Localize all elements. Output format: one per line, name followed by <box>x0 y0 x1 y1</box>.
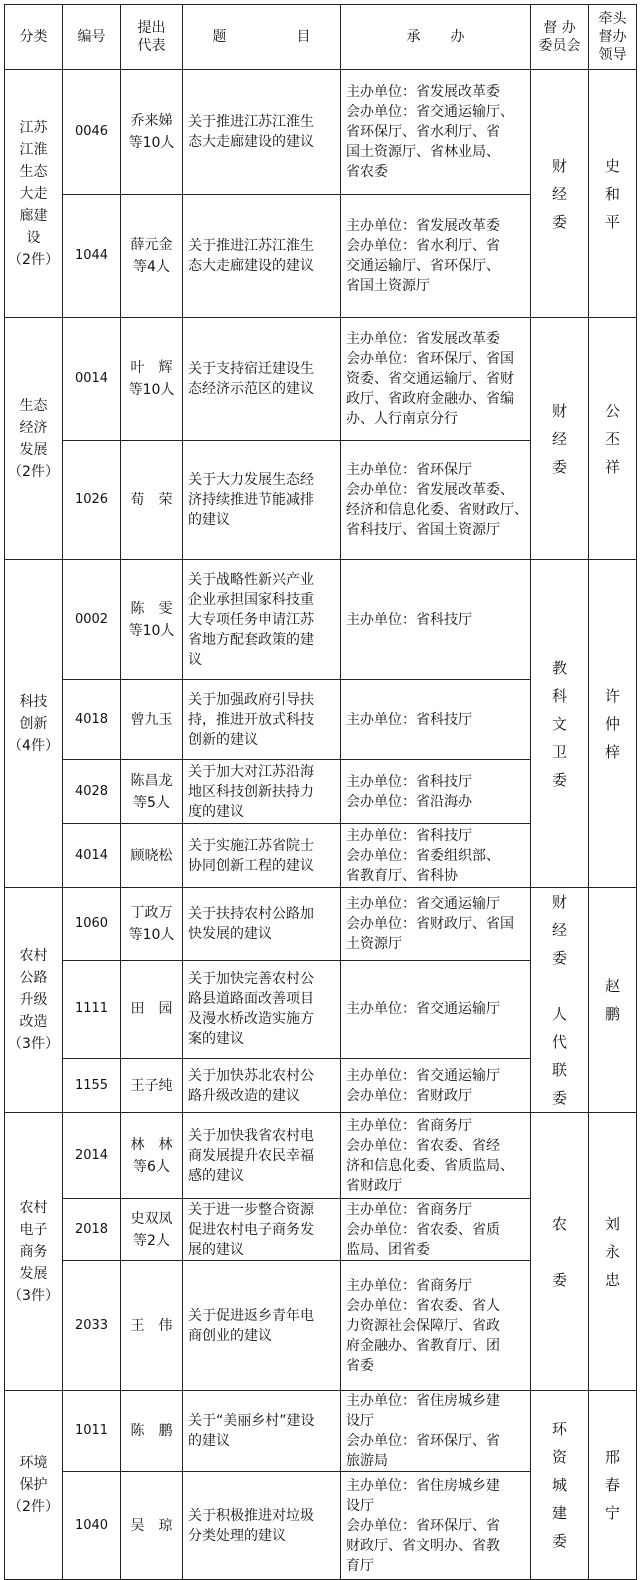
text-line: 旅游局 <box>346 1453 388 1469</box>
text-line: 会办单位：省交通运输厅、 <box>346 104 514 120</box>
header-title: 题 目 <box>183 5 341 70</box>
text-line: 财 <box>551 156 567 175</box>
text-line: 保护 <box>19 1477 48 1493</box>
text-line: 会办单位：省环保厅、省国 <box>346 351 514 367</box>
committee-cell <box>531 560 589 888</box>
text-line: 快发展的建议 <box>188 925 272 942</box>
representative-cell <box>121 1113 183 1199</box>
text-line: （2件） <box>8 463 59 480</box>
text-line: 宁 <box>604 1504 620 1522</box>
text-line: 顾晓松 <box>130 847 173 864</box>
text-line: （2件） <box>8 251 59 268</box>
text-line: 政厅、省政府金融办、省编 <box>346 391 514 407</box>
handler-units-cell <box>341 960 531 1058</box>
text-line: 陈 雯 <box>130 600 173 617</box>
text-line: 资委、省交通运输厅、省财 <box>346 371 514 387</box>
text-line: 主办单位：省住房城乡建 <box>346 1393 500 1409</box>
table-row <box>5 70 637 195</box>
code-cell: 1060 <box>63 888 121 961</box>
text-line: 会办单位：省沿海办 <box>346 793 472 810</box>
text-line: 环境 <box>19 1455 48 1471</box>
handler-units-cell <box>341 888 531 961</box>
representative-cell <box>121 960 183 1058</box>
representative-cell <box>121 824 183 888</box>
text-line: 农村 <box>19 948 48 964</box>
text-line: 展的建议 <box>188 1241 244 1258</box>
handler-units-cell <box>341 560 531 680</box>
text-line: 经济和信息化委、省财政厅、 <box>346 502 528 518</box>
text-line: 关于加快我省农村电 <box>188 1127 314 1144</box>
code-cell: 1044 <box>63 195 121 318</box>
text-line: 力资源社会保障厅、省政 <box>346 1317 500 1334</box>
text-line: 主办单位：省科技厅 <box>346 711 472 728</box>
text-line: 土资源厅 <box>346 935 402 952</box>
handler-units-cell <box>341 680 531 760</box>
lead-leader-cell <box>589 560 637 888</box>
handler-units-cell <box>341 318 531 441</box>
code-cell: 0046 <box>63 70 121 195</box>
title-cell <box>183 680 341 760</box>
text-line: （3件） <box>8 1036 59 1052</box>
text-line: 王子纯 <box>130 1077 173 1094</box>
text-line: 委 <box>551 212 567 231</box>
lead-leader-cell <box>589 1391 637 1580</box>
text-line: 平 <box>604 212 620 231</box>
text-line: 持，推进开放式科技 <box>188 711 314 728</box>
text-line: 主办单位：省交通运输厅 <box>346 1067 500 1084</box>
text-line: 主办单位：省发展改革委 <box>346 84 500 100</box>
text-line: 设厅 <box>346 1413 374 1429</box>
text-line: 田 园 <box>130 1001 173 1018</box>
text-line: 资 <box>551 1448 567 1466</box>
header-code: 编号 <box>63 5 121 70</box>
text-line: 及漫水桥改造实施方 <box>188 1011 314 1028</box>
text-line: 史 <box>604 156 620 175</box>
title-cell <box>183 1261 341 1391</box>
text-line <box>535 1238 584 1266</box>
text-line: 设 <box>26 229 41 246</box>
text-line: 感的建议 <box>188 1167 244 1184</box>
text-line: 路县道路面改善项目 <box>188 991 314 1008</box>
title-cell <box>183 888 341 961</box>
header-handler: 承 办 <box>341 5 531 70</box>
table-row <box>5 318 637 441</box>
text-line: 林 林 <box>130 1136 173 1153</box>
text-line: 促进农村电子商务发 <box>188 1221 314 1238</box>
text-line: 等5人 <box>133 794 170 811</box>
handler-units-cell <box>341 70 531 195</box>
text-line: 教 <box>551 658 567 677</box>
title-cell <box>183 441 341 560</box>
text-line: 陈昌龙 <box>130 772 173 789</box>
handler-units-cell <box>341 1261 531 1391</box>
handler-units-cell <box>341 760 531 824</box>
text-line: 济持续推进节能减排 <box>188 492 314 508</box>
header-category: 分类 <box>5 5 63 70</box>
title-cell <box>183 1472 341 1580</box>
code-cell: 1011 <box>63 1391 121 1472</box>
text-line: 育厅 <box>346 1557 374 1574</box>
text-line: 联 <box>551 1061 567 1079</box>
text-line: 关于进一步整合资源 <box>188 1201 314 1218</box>
text-line: 卫 <box>551 742 567 761</box>
header-lead: 牵头 督办 领导 <box>589 5 637 70</box>
text-line: 委 <box>551 1089 567 1107</box>
text-line: 廊建 <box>19 207 48 224</box>
text-line: 主办单位：省商务厅 <box>346 1117 472 1134</box>
text-line: 王 伟 <box>130 1317 173 1334</box>
title-cell <box>183 1113 341 1199</box>
text-line: 主办单位：省交通运输厅 <box>346 895 500 912</box>
text-line: 委 <box>551 457 567 476</box>
title-cell <box>183 960 341 1058</box>
text-line: 陈 鹏 <box>130 1423 173 1439</box>
text-line: 梓 <box>604 742 620 761</box>
text-line: 路升级改造的建议 <box>188 1087 300 1104</box>
title-cell <box>183 318 341 441</box>
representative-cell <box>121 888 183 961</box>
text-line: 议 <box>188 651 202 668</box>
title-cell <box>183 1391 341 1472</box>
header-committee: 督 办 委员会 <box>531 5 589 70</box>
text-line: 关于加快苏北农村公 <box>188 1067 314 1084</box>
text-line: 等6人 <box>133 1158 170 1175</box>
text-line: 关于积极推进对垃圾 <box>188 1507 314 1524</box>
representative-cell <box>121 560 183 680</box>
text-line: 的建议 <box>188 1433 230 1449</box>
proposal-table <box>4 4 637 1580</box>
representative-cell <box>121 1261 183 1391</box>
text-line: 刘 <box>604 1214 620 1233</box>
text-line: 科技 <box>19 693 48 710</box>
text-line: 等10人 <box>128 382 175 398</box>
handler-units-cell <box>341 824 531 888</box>
text-line: 主办单位：省商务厅 <box>346 1201 472 1218</box>
text-line: 鹏 <box>604 1005 620 1023</box>
text-line: 会办单位：省农委、省经 <box>346 1137 500 1154</box>
text-line: 会办单位：省农委、省人 <box>346 1297 500 1314</box>
representative-cell <box>121 318 183 441</box>
text-line: 会办单位：省环保厅、省 <box>346 1433 500 1449</box>
code-cell: 1111 <box>63 960 121 1058</box>
code-cell: 0014 <box>63 318 121 441</box>
category-cell <box>5 560 63 888</box>
representative-cell <box>121 441 183 560</box>
text-line: 永 <box>604 1242 620 1261</box>
text-line: 曾九玉 <box>130 711 173 728</box>
text-line: 会办单位：省财政厅、省国 <box>346 915 514 932</box>
committee-cell <box>531 70 589 318</box>
text-line: 荀 荣 <box>130 492 173 508</box>
text-line: 财 <box>551 893 567 911</box>
text-line: 办、人行南京分行 <box>346 411 458 427</box>
text-line: 关于战略性新兴产业 <box>188 571 314 588</box>
text-line: 关于大力发展生态经 <box>188 472 314 488</box>
title-cell <box>183 760 341 824</box>
text-line: 发展 <box>19 1265 48 1282</box>
text-line: 薛元金 <box>130 237 173 253</box>
text-line: 会办单位：省农委、省质 <box>346 1221 500 1238</box>
committee-cell <box>531 1113 589 1391</box>
text-line: 省国土资源厅 <box>346 278 430 294</box>
title-cell <box>183 195 341 318</box>
text-line: 许 <box>604 686 620 705</box>
text-line: 委 <box>551 1532 567 1550</box>
text-line: 财政厅、省文明办、省教 <box>346 1537 500 1554</box>
text-line: 主办单位：省科技厅 <box>346 827 472 844</box>
text-line: 会办单位：省财政厅 <box>346 1087 472 1104</box>
code-cell: 1155 <box>63 1059 121 1113</box>
text-line: 农村 <box>19 1199 48 1216</box>
text-line: 态大走廊建设的建议 <box>188 258 314 274</box>
representative-cell <box>121 1059 183 1113</box>
text-line: 农 <box>551 1214 567 1233</box>
text-line: 乔来娣 <box>130 113 173 129</box>
text-line: 济和信息化委、省质监局、 <box>346 1157 514 1174</box>
text-line: 经济 <box>19 419 48 436</box>
text-line: 监局、团省委 <box>346 1241 430 1258</box>
committee-cell <box>531 888 589 1113</box>
table-row <box>5 1391 637 1472</box>
text-line: 经 <box>551 429 567 448</box>
text-line: 关于推进江苏江淮生 <box>188 114 314 130</box>
text-line: 经 <box>551 921 567 939</box>
text-line: 丕 <box>604 429 620 448</box>
text-line: 主办单位：省发展改革委 <box>346 331 500 347</box>
text-line: 案的建议 <box>188 1031 244 1048</box>
text-line: 主办单位：省科技厅 <box>346 773 472 790</box>
lead-leader-cell <box>589 70 637 318</box>
handler-units-cell <box>341 195 531 318</box>
text-line: 省地方配套政策的建 <box>188 631 314 648</box>
text-line: 省环保厅、省水利厅、省 <box>346 124 500 140</box>
title-cell <box>183 824 341 888</box>
table-row <box>5 888 637 961</box>
code-cell: 2018 <box>63 1199 121 1261</box>
text-line: 态大走廊建设的建议 <box>188 134 314 150</box>
representative-cell <box>121 760 183 824</box>
text-line: 主办单位：省商务厅 <box>346 1277 472 1294</box>
text-line: 春 <box>604 1476 620 1494</box>
text-line: 史双凤 <box>130 1210 173 1227</box>
handler-units-cell <box>341 1391 531 1472</box>
text-line: 关于实施江苏省院士 <box>188 837 314 854</box>
text-line: 大专项任务申请江苏 <box>188 611 314 628</box>
handler-units-cell <box>341 1059 531 1113</box>
text-line: 城 <box>551 1476 567 1494</box>
text-line: 主办单位：省科技厅 <box>346 611 472 628</box>
text-line: 江苏 <box>19 119 48 136</box>
text-line: 关于“美丽乡村”建设 <box>188 1413 315 1429</box>
text-line: 主办单位：省住房城乡建 <box>346 1477 500 1494</box>
lead-leader-cell <box>589 888 637 1113</box>
text-line: 会办单位：省委组织部、 <box>346 847 500 864</box>
text-line: 委 <box>551 1270 567 1289</box>
title-cell <box>183 1059 341 1113</box>
text-line: 商创业的建议 <box>188 1327 272 1344</box>
text-line: 分类处理的建议 <box>188 1527 286 1544</box>
header-row <box>5 5 637 70</box>
text-line: 商务 <box>19 1243 48 1260</box>
text-line: 经 <box>551 184 567 203</box>
text-line: 仲 <box>604 714 620 733</box>
text-line: 赵 <box>604 977 620 995</box>
text-line <box>535 972 584 1000</box>
code-cell: 1040 <box>63 1472 121 1580</box>
text-line: 关于加大对江苏沿海 <box>188 763 314 780</box>
text-line: 生态 <box>19 397 48 414</box>
handler-units-cell <box>341 1113 531 1199</box>
text-line: 府金融办、省教育厅、团 <box>346 1337 500 1354</box>
category-cell <box>5 1113 63 1391</box>
text-line: 委 <box>551 949 567 967</box>
text-line: 等10人 <box>128 622 175 639</box>
text-line: 地区科技创新扶持力 <box>188 783 314 800</box>
text-line: （2件） <box>8 1499 59 1515</box>
text-line: 财 <box>551 401 567 420</box>
text-line: 代 <box>551 1033 567 1051</box>
representative-cell <box>121 195 183 318</box>
text-line: 电子 <box>19 1221 48 1238</box>
text-line: 江淮 <box>19 141 48 158</box>
committee-cell <box>531 318 589 560</box>
header-representative: 提出 代表 <box>121 5 183 70</box>
text-line: 主办单位：省交通运输厅 <box>346 1001 500 1018</box>
text-line: 建 <box>551 1504 567 1522</box>
text-line: 协同创新工程的建议 <box>188 857 314 874</box>
category-cell <box>5 70 63 318</box>
text-line: 公 <box>604 401 620 420</box>
text-line: 大走 <box>19 185 48 202</box>
text-line: 发展 <box>19 441 48 458</box>
text-line: 会办单位：省水利厅、省 <box>346 238 500 254</box>
text-line: 文 <box>551 714 567 733</box>
lead-leader-cell <box>589 1113 637 1391</box>
text-line: 关于推进江苏江淮生 <box>188 238 314 254</box>
text-line: 主办单位：省环保厅 <box>346 462 472 478</box>
text-line: 公路 <box>19 970 48 986</box>
representative-cell <box>121 1199 183 1261</box>
code-cell: 0002 <box>63 560 121 680</box>
text-line: 交通运输厅、省环保厅、 <box>346 258 500 274</box>
title-cell <box>183 560 341 680</box>
text-line: 商发展提升农民幸福 <box>188 1147 314 1164</box>
text-line: 的建议 <box>188 512 230 528</box>
text-line: 度的建议 <box>188 803 244 820</box>
text-line: 等10人 <box>128 926 175 943</box>
text-line: 关于支持宿迁建设生 <box>188 361 314 377</box>
code-cell: 1026 <box>63 441 121 560</box>
text-line: 升级 <box>19 992 48 1008</box>
text-line: 主办单位：省发展改革委 <box>346 218 500 234</box>
text-line: 国土资源厅、省林业局、 <box>346 144 500 160</box>
text-line: 省委 <box>346 1357 374 1374</box>
text-line: 省财政厅 <box>346 1177 402 1194</box>
text-line: 等4人 <box>133 259 170 275</box>
title-cell <box>183 70 341 195</box>
committee-cell <box>531 1391 589 1580</box>
text-line: 关于扶持农村公路加 <box>188 905 314 922</box>
representative-cell <box>121 680 183 760</box>
text-line: 省科技厅、省国土资源厅 <box>346 522 500 538</box>
handler-units-cell <box>341 1472 531 1580</box>
text-line: 省农委 <box>346 164 388 180</box>
text-line: 人 <box>551 1005 567 1023</box>
text-line: 会办单位：省环保厅、省 <box>346 1517 500 1534</box>
text-line: 关于加快完善农村公 <box>188 971 314 988</box>
code-cell: 4028 <box>63 760 121 824</box>
code-cell: 4018 <box>63 680 121 760</box>
text-line: 设厅 <box>346 1497 374 1514</box>
representative-cell <box>121 1472 183 1580</box>
text-line: 委 <box>551 770 567 789</box>
text-line: 态经济示范区的建议 <box>188 381 314 397</box>
text-line: 邢 <box>604 1448 620 1466</box>
representative-cell <box>121 70 183 195</box>
text-line: 改造 <box>19 1014 48 1030</box>
text-line: 科 <box>551 686 567 705</box>
text-line: 创新的建议 <box>188 731 258 748</box>
title-cell <box>183 1199 341 1261</box>
handler-units-cell <box>341 1199 531 1261</box>
text-line: 叶 辉 <box>130 360 173 376</box>
category-cell <box>5 318 63 560</box>
text-line: （3件） <box>8 1287 59 1304</box>
text-line: 会办单位：省发展改革委、 <box>346 482 514 498</box>
text-line: 等10人 <box>128 135 175 151</box>
text-line: 关于促进返乡青年电 <box>188 1307 314 1324</box>
text-line: 等2人 <box>133 1232 170 1249</box>
text-line: 吴 琼 <box>130 1517 173 1534</box>
text-line: 丁政万 <box>130 904 173 921</box>
code-cell: 2014 <box>63 1113 121 1199</box>
text-line: 生态 <box>19 163 48 180</box>
representative-cell <box>121 1391 183 1472</box>
text-line: 企业承担国家科技重 <box>188 591 314 608</box>
text-line: （4件） <box>8 737 59 754</box>
text-line: 省教育厅、省科协 <box>346 867 458 884</box>
lead-leader-cell <box>589 318 637 560</box>
code-cell: 4014 <box>63 824 121 888</box>
text-line: 关于加强政府引导扶 <box>188 691 314 708</box>
table-row <box>5 560 637 680</box>
text-line: 忠 <box>604 1270 620 1289</box>
category-cell <box>5 888 63 1113</box>
code-cell: 2033 <box>63 1261 121 1391</box>
handler-units-cell <box>341 441 531 560</box>
category-cell <box>5 1391 63 1580</box>
text-line: 和 <box>604 184 620 203</box>
text-line: 创新 <box>19 715 48 732</box>
table-row <box>5 1113 637 1199</box>
text-line: 祥 <box>604 457 620 476</box>
text-line: 环 <box>551 1420 567 1438</box>
